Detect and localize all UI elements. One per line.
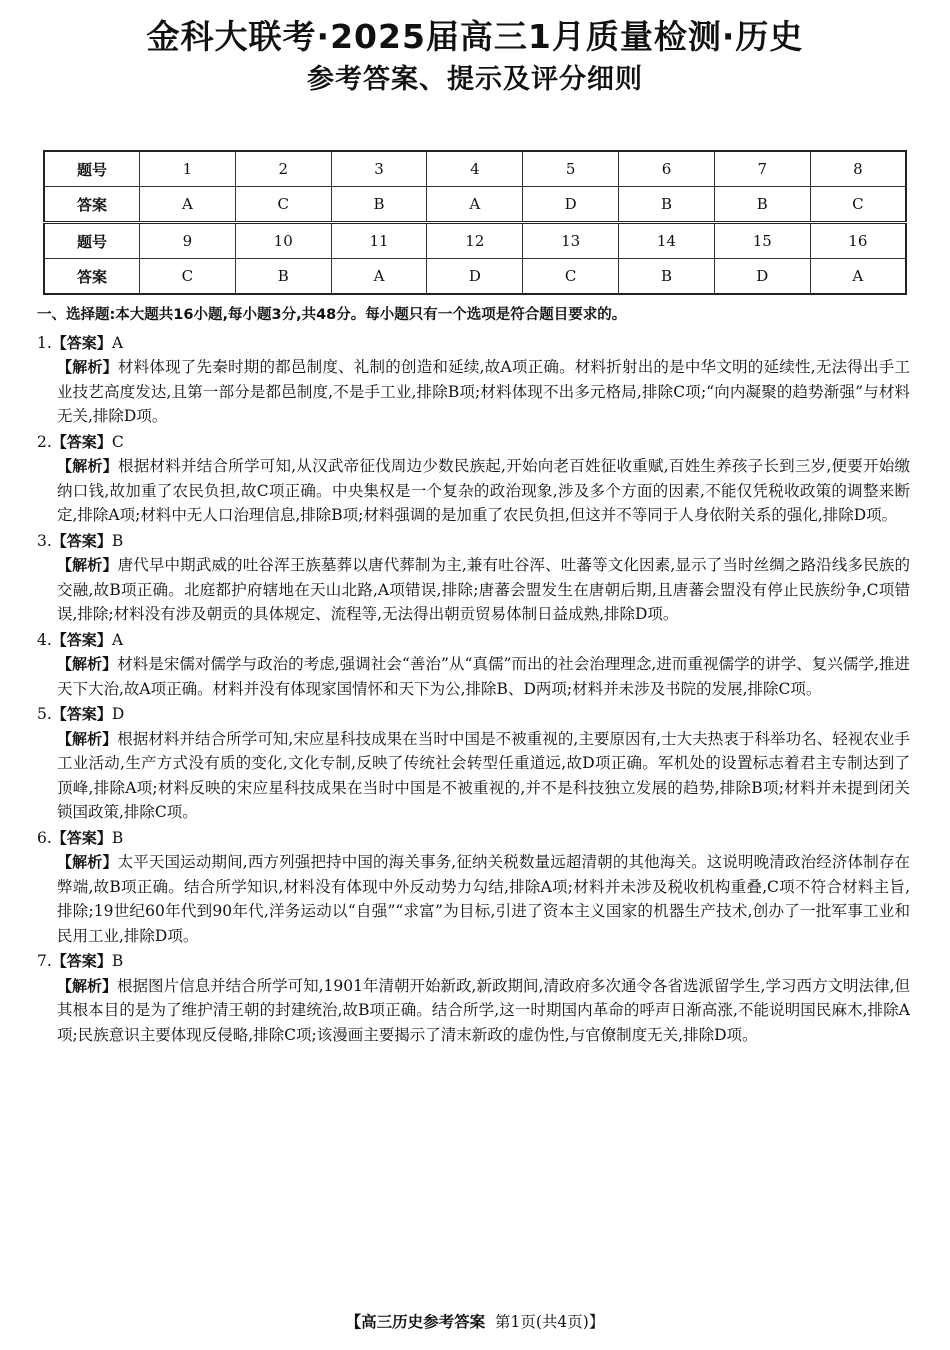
explanation-paragraph <box>37 553 910 627</box>
question-number-cell: 1 <box>140 151 236 187</box>
question-item <box>37 949 910 1047</box>
answer-cell: D <box>714 259 810 295</box>
answer-cell: A <box>331 259 427 295</box>
question-number-cell: 15 <box>714 223 810 259</box>
question-number-row <box>44 223 906 259</box>
explanation-tag: 【解析】 <box>57 457 118 475</box>
answer-cell: A <box>427 187 523 223</box>
answer-cell: C <box>140 259 236 295</box>
answer-table <box>43 150 907 295</box>
explanation-tag: 【解析】 <box>57 976 118 995</box>
answer-tag: 【答案】 <box>51 630 112 649</box>
question-number-cell: 8 <box>810 151 906 187</box>
question-number-cell: 3 <box>331 151 427 187</box>
question-number: 4. <box>37 630 52 649</box>
explanation-paragraph <box>37 652 910 701</box>
answer-letter: D <box>111 705 125 723</box>
question-number: 1. <box>37 333 52 352</box>
answer-cell: D <box>523 187 619 223</box>
answer-letter: B <box>111 952 124 970</box>
answer-cell: B <box>619 187 715 223</box>
answer-line <box>37 826 910 851</box>
explanation-text: 根据图片信息并结合所学可知,1901年清朝开始新政,新政期间,清政府多次通令各省选派留学生,学习西方文明法律,但其根本目的是为了维护清王朝的封建统治,故B项正确。结合所学,这一时期国内革命的呼声日渐高涨,不能说明国民麻木,排除A项;民族意识主要体现反侵略,排除C项;该漫画主要揭示了清末新政的虚伪性,与官僚制度无关,排除D项。 <box>57 976 910 1044</box>
answer-header: 答案 <box>44 259 140 295</box>
answer-header: 答案 <box>44 187 140 223</box>
answer-letter: C <box>111 432 124 451</box>
question-number-cell: 6 <box>619 151 715 187</box>
question-number-cell: 13 <box>523 223 619 259</box>
question-number-cell: 12 <box>427 223 523 259</box>
answer-line <box>37 628 910 653</box>
answer-cell: C <box>523 259 619 295</box>
explanation-text: 根据材料并结合所学可知,从汉武帝征伐周边少数民族起,开始向老百姓征收重赋,百姓生养孩子长到三岁,便要开始缴纳口钱,故加重了农民负担,故C项正确。中央集权是一个复杂的政治现象,涉及多个方面的因素,不能仅凭税收政策的调整来断定,排除A项;材料中无人口治理信息,排除B项;材料强调的是加重了农民负担,但这并不等同于人身依附关系的强化,排除D项。 <box>57 457 910 524</box>
answer-tag: 【答案】 <box>51 705 112 723</box>
question-number: 5. <box>37 705 52 723</box>
answer-line <box>37 949 910 974</box>
explanation-text: 材料是宋儒对儒学与政治的考虑,强调社会“善治”从“真儒”而出的社会治理理念,进而重视儒学的讲学、复兴儒学,推进天下大治,故A项正确。材料并没有体现家国情怀和天下为公,排除B、D两项;材料并未涉及书院的发展,排除C项。 <box>57 655 910 698</box>
explanation-text: 根据材料并结合所学可知,宋应星科技成果在当时中国是不被重视的,主要原因有,士大夫热衷于科举功名、轻视农业手工业活动,生产方式没有质的变化,文化专制,反映了传统社会转型任重道远,故D项正确。军机处的设置标志着君主专制达到了顶峰,排除A项;材料反映的宋应星科技成果在当时中国是不被重视的,并不是科技独立发展的趋势,排除B项;材料并未提到闭关锁国政策,排除C项。 <box>57 729 910 821</box>
explanation-paragraph <box>37 355 910 429</box>
question-number-header: 题号 <box>44 151 140 187</box>
answer-tag: 【答案】 <box>51 952 112 970</box>
answer-cell: C <box>235 187 331 223</box>
explanation-paragraph <box>37 850 910 948</box>
answer-cell: A <box>810 259 906 295</box>
answer-cell: A <box>140 187 236 223</box>
question-number-cell: 10 <box>235 223 331 259</box>
question-item <box>37 430 910 528</box>
explanation-text: 材料体现了先秦时期的都邑制度、礼制的创造和延续,故A项正确。材料折射出的是中华文明的延续性,无法得出手工业技艺高度发达,且第一部分是都邑制度,不是手工业,排除B项;材料体现不出多元格局,排除C项;“向内凝聚的趋势渐强”与材料无关,排除D项。 <box>57 358 910 425</box>
question-number: 2. <box>37 432 52 451</box>
question-item <box>37 702 910 825</box>
explanation-tag: 【解析】 <box>57 358 118 376</box>
question-number-cell: 5 <box>523 151 619 187</box>
footer-page-number: 第1页(共4页)】 <box>495 1313 605 1331</box>
answer-cell: B <box>619 259 715 295</box>
answer-line <box>37 430 910 455</box>
answer-letter: A <box>111 333 124 352</box>
footer-label: 【高三历史参考答案 <box>345 1313 486 1331</box>
explanation-paragraph <box>37 974 910 1048</box>
answer-tag: 【答案】 <box>51 333 112 352</box>
answer-line <box>37 702 910 727</box>
answer-cell: B <box>714 187 810 223</box>
question-item <box>37 331 910 429</box>
question-number-cell: 4 <box>427 151 523 187</box>
answer-row <box>44 259 906 295</box>
answer-row <box>44 187 906 223</box>
question-number-cell: 2 <box>235 151 331 187</box>
answer-line <box>37 331 910 356</box>
explanation-paragraph <box>37 454 910 528</box>
answer-cell: B <box>235 259 331 295</box>
question-number-header: 题号 <box>44 223 140 259</box>
answer-letter: A <box>111 630 124 649</box>
question-item <box>37 826 910 949</box>
explanation-tag: 【解析】 <box>57 655 118 673</box>
question-number: 3. <box>37 531 52 550</box>
page-footer <box>0 1310 950 1332</box>
question-number-cell: 16 <box>810 223 906 259</box>
explanation-tag: 【解析】 <box>57 556 118 574</box>
question-number-row <box>44 151 906 187</box>
explanation-text: 太平天国运动期间,西方列强把持中国的海关事务,征纳关税数量远超清朝的其他海关。这说明晚清政治经济体制存在弊端,故B项正确。结合所学知识,材料没有体现中外反动势力勾结,排除A项;材料并未涉及税收机构重叠,C项不符合材料主旨,排除;19世纪60年代到90年代,洋务运动以“自强”“求富”为目标,引进了资本主义国家的机器生产技术,创办了一批军事工业和民用工业,排除D项。 <box>57 853 910 945</box>
page-title: 金科大联考·2025届高三1月质量检测·历史 <box>146 17 804 56</box>
explanation-text: 唐代早中期武威的吐谷浑王族墓葬以唐代葬制为主,兼有吐谷浑、吐蕃等文化因素,显示了当时丝绸之路沿线多民族的交融,故B项正确。北庭都护府辖地在天山北路,A项错误,排除;唐蕃会盟发生在唐朝后期,且唐蕃会盟没有停止民族纷争,C项错误,排除;材料没有涉及朝贡的具体规定、流程等,无法得出朝贡贸易体制日益成熟,排除D项。 <box>57 556 910 623</box>
question-number-cell: 14 <box>619 223 715 259</box>
question-number-cell: 7 <box>714 151 810 187</box>
question-number-cell: 9 <box>140 223 236 259</box>
question-number-cell: 11 <box>331 223 427 259</box>
answer-cell: D <box>427 259 523 295</box>
explanation-tag: 【解析】 <box>57 729 118 748</box>
answer-letter: B <box>111 828 124 847</box>
page-subtitle: 参考答案、提示及评分细则 <box>307 64 643 95</box>
answer-line <box>37 529 910 554</box>
question-item <box>37 529 910 627</box>
answer-letter: B <box>111 531 124 550</box>
question-number: 6. <box>37 828 52 847</box>
answer-tag: 【答案】 <box>51 432 112 451</box>
answer-cell: B <box>331 187 427 223</box>
answer-tag: 【答案】 <box>51 531 112 550</box>
explanation-paragraph <box>37 727 910 825</box>
answer-cell: C <box>810 187 906 223</box>
question-number: 7. <box>37 952 52 970</box>
section-intro: 一、选择题:本大题共16小题,每小题3分,共48分。每小题只有一个选项是符合题目要求的。 <box>37 307 627 323</box>
answer-explanations <box>37 303 910 1048</box>
answer-tag: 【答案】 <box>51 828 112 847</box>
question-item <box>37 628 910 702</box>
explanation-tag: 【解析】 <box>57 853 118 871</box>
